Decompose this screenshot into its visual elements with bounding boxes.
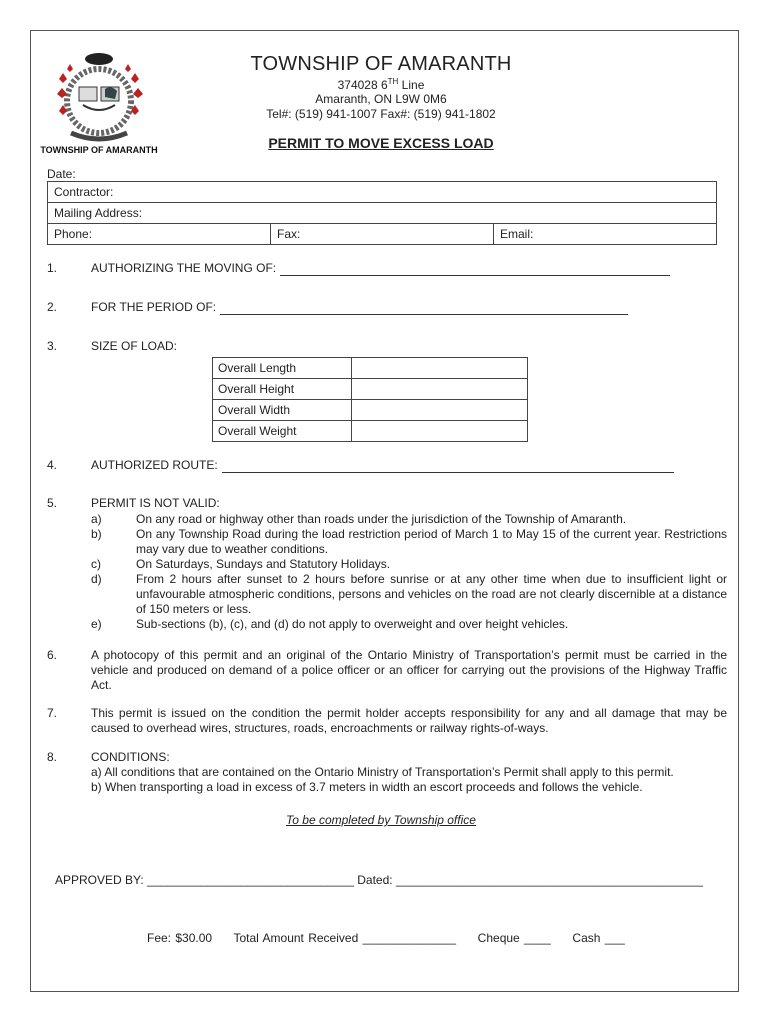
contractor-field[interactable]: Contractor:: [48, 182, 717, 203]
overall-length-value[interactable]: [352, 358, 528, 379]
permit-title: PERMIT TO MOVE EXCESS LOAD: [268, 135, 494, 151]
overall-height-label: Overall Height: [213, 379, 352, 400]
item-number: 3.: [47, 339, 58, 353]
route-line[interactable]: [222, 460, 674, 473]
condition-a: a) All conditions that are contained on the Ontario Ministry of Transportation’s Permit shall apply to this permit.: [91, 765, 674, 779]
not-valid-a: a) On any road or highway other than roads under the jurisdiction of the Township of Amaranth.: [91, 512, 627, 526]
overall-height-value[interactable]: [352, 379, 528, 400]
date-label: Date:: [47, 167, 76, 181]
township-office-note: To be completed by Township office: [286, 813, 476, 827]
period-line[interactable]: [220, 302, 628, 315]
item-responsibility: This permit is issued on the condition the permit holder accepts responsibility for any and all damage that may be caused to overhead wires, structures, roads, encroachments or railway rights-of-ways.: [91, 706, 727, 735]
item-number: 5.: [47, 496, 58, 510]
item-authorized-route: AUTHORIZED ROUTE:: [91, 458, 727, 473]
fee-line[interactable]: Fee: $30.00 Total Amount Received ______________ Cheque ____ Cash ___: [147, 931, 625, 945]
approved-by-line[interactable]: APPROVED BY: _______________________________ Dated: ______________________________________________: [55, 873, 703, 887]
contact-info-table: [47, 181, 717, 245]
address-line-2: Amaranth, ON L9W 0M6: [315, 92, 447, 106]
overall-length-label: Overall Length: [213, 358, 352, 379]
item-authorizing-moving: AUTHORIZING THE MOVING OF:: [91, 261, 727, 276]
item-number: 7.: [47, 706, 58, 720]
contact-line: Tel#: (519) 941-1007 Fax#: (519) 941-1802: [266, 107, 496, 121]
item-conditions: CONDITIONS:: [91, 750, 170, 764]
load-size-table: [212, 357, 528, 442]
item-number: 8.: [47, 750, 58, 764]
email-field[interactable]: Email:: [494, 224, 717, 245]
item-number: 1.: [47, 261, 58, 275]
svg-text:TOWNSHIP OF AMARANTH: TOWNSHIP OF AMARANTH: [40, 145, 158, 155]
overall-width-label: Overall Width: [213, 400, 352, 421]
permit-form-page: [30, 30, 739, 992]
mailing-address-field[interactable]: Mailing Address:: [48, 203, 717, 224]
overall-width-value[interactable]: [352, 400, 528, 421]
overall-weight-label: Overall Weight: [213, 421, 352, 442]
item-number: 6.: [47, 648, 58, 662]
moving-of-line[interactable]: [280, 263, 670, 276]
overall-weight-value[interactable]: [352, 421, 528, 442]
fax-field[interactable]: Fax:: [271, 224, 494, 245]
item-size-of-load: SIZE OF LOAD:: [91, 339, 178, 353]
not-valid-b: b) On any Township Road during the load restriction period of March 1 to May 15 of the current year. Restrictions may vary due to weather conditions.: [91, 527, 727, 556]
item-number: 2.: [47, 300, 58, 314]
address-line-1: 374028 6TH Line: [337, 77, 425, 92]
not-valid-e: e) Sub-sections (b), (c), and (d) do not apply to overweight and over height vehicles.: [91, 617, 569, 631]
condition-b: b) When transporting a load in excess of 3.7 meters in width an escort proceeds and follows the vehicle.: [91, 780, 643, 794]
org-name: TOWNSHIP OF AMARANTH: [250, 53, 512, 75]
item-number: 4.: [47, 458, 58, 472]
item-not-valid: PERMIT IS NOT VALID:: [91, 496, 220, 510]
item-photocopy: A photocopy of this permit and an original of the Ontario Ministry of Transportation’s permit must be carried in the vehicle and produced on demand of a police officer or an officer for carrying out the provisions of the Highway Traffic Act.: [91, 648, 727, 692]
item-period: FOR THE PERIOD OF:: [91, 300, 727, 315]
not-valid-d: d) From 2 hours after sunset to 2 hours before sunrise or at any other time when due to insufficient light or unfavourable atmospheric conditions, persons and vehicles on the road are not clearly discernible at a distance of 150 meters or less.: [91, 572, 727, 616]
not-valid-c: c) On Saturdays, Sundays and Statutory Holidays.: [91, 557, 391, 571]
phone-field[interactable]: Phone:: [48, 224, 271, 245]
